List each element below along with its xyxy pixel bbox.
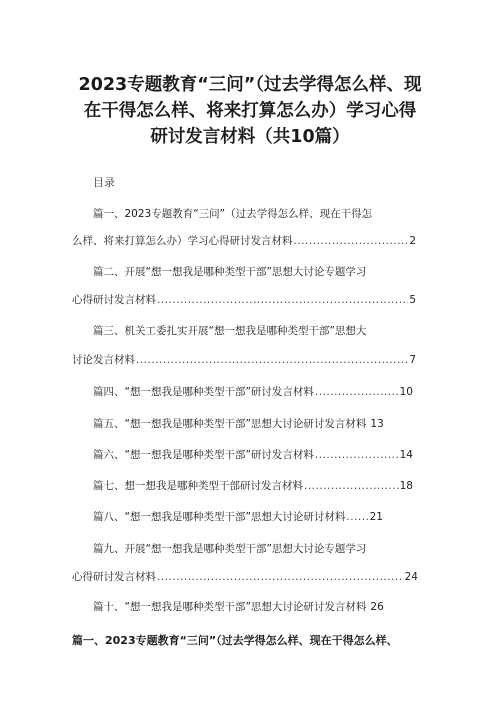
page-number: 7 bbox=[409, 354, 416, 366]
toc-entry-1[interactable] bbox=[93, 207, 411, 221]
toc-entry-6[interactable] bbox=[93, 448, 413, 462]
toc-entry-9[interactable] bbox=[93, 542, 411, 556]
toc-entry-10[interactable] bbox=[93, 600, 413, 614]
toc-entry-text: 篇二、开展“想一想我是哪种类型干部”思想大讨论专题学习 bbox=[93, 266, 367, 278]
toc-entry-8[interactable] bbox=[93, 510, 383, 524]
title-line-3: 研讨发言材料（共10篇） bbox=[150, 127, 350, 147]
toc-entry-text: 篇六、“想一想我是哪种类型干部”研讨发言材料 bbox=[93, 449, 314, 461]
leader-dots bbox=[315, 385, 399, 399]
toc-entry-2[interactable] bbox=[93, 265, 411, 279]
toc-entry-text: 篇九、开展“想一想我是哪种类型干部”思想大讨论专题学习 bbox=[93, 543, 367, 555]
page-number: 21 bbox=[369, 511, 383, 523]
toc-entry-text: 篇四、“想一想我是哪种类型干部”研讨发言材料 bbox=[93, 386, 314, 398]
toc-entry-text: 么样、将来打算怎么办）学习心得研讨发言材料 bbox=[72, 235, 293, 247]
toc-entry-text: 心得研讨发言材料 bbox=[72, 294, 156, 306]
page-number: 10 bbox=[399, 386, 413, 398]
leader-dots bbox=[157, 570, 404, 584]
toc-entry-text: 篇五、“想一想我是哪种类型干部”思想大讨论研讨发言材料 bbox=[93, 418, 367, 430]
leader-dots bbox=[346, 510, 368, 524]
leader-dots bbox=[294, 234, 409, 248]
toc-entry-text: 篇十、“想一想我是哪种类型干部”思想大讨论研讨发言材料 bbox=[93, 601, 367, 613]
title-line-2: 在干得怎么样、将来打算怎么办）学习心得 bbox=[83, 101, 417, 121]
toc-entry-5[interactable] bbox=[93, 417, 413, 431]
toc-entry-4[interactable] bbox=[93, 385, 413, 399]
title-line-1: 2023专题教育“三问”（过去学得怎么样、现 bbox=[78, 75, 422, 95]
section-heading: 篇一、2023专题教育“三问”（过去学得怎么样、现在干得怎么样、 bbox=[72, 634, 398, 647]
toc-entry-text: 篇七、想一想我是哪种类型干部研讨发言材料 bbox=[93, 480, 303, 492]
toc-entry-3[interactable] bbox=[93, 324, 411, 338]
toc-entry-3-cont[interactable] bbox=[72, 353, 416, 367]
leader-dots bbox=[157, 293, 408, 307]
page-number: 2 bbox=[409, 235, 416, 247]
page-number: 26 bbox=[370, 601, 384, 613]
toc-entry-1-cont[interactable] bbox=[72, 234, 416, 248]
document-title bbox=[40, 72, 460, 150]
toc-entry-text: 篇一、2023专题教育“三问”（过去学得怎么样、现在干得怎 bbox=[93, 208, 373, 220]
toc-heading: 目录 bbox=[93, 176, 115, 189]
leader-dots bbox=[304, 479, 399, 493]
page-number: 24 bbox=[404, 571, 418, 583]
toc-entry-text: 篇三、机关工委扎实开展“想一想我是哪种类型干部”思想大 bbox=[93, 325, 367, 337]
page-number: 5 bbox=[409, 294, 416, 306]
page-number: 13 bbox=[370, 418, 384, 430]
toc-entry-7[interactable] bbox=[93, 479, 413, 493]
toc-entry-text: 讨论发言材料 bbox=[72, 354, 135, 366]
toc-entry-9-cont[interactable] bbox=[72, 570, 418, 584]
toc-entry-text: 心得研讨发言材料 bbox=[72, 571, 156, 583]
page-number: 14 bbox=[399, 449, 413, 461]
leader-dots bbox=[315, 448, 399, 462]
leader-dots bbox=[136, 353, 408, 367]
page-number: 18 bbox=[399, 480, 413, 492]
toc-entry-text: 篇八、“想一想我是哪种类型干部”思想大讨论研讨材料 bbox=[93, 511, 346, 523]
toc-entry-2-cont[interactable] bbox=[72, 293, 416, 307]
